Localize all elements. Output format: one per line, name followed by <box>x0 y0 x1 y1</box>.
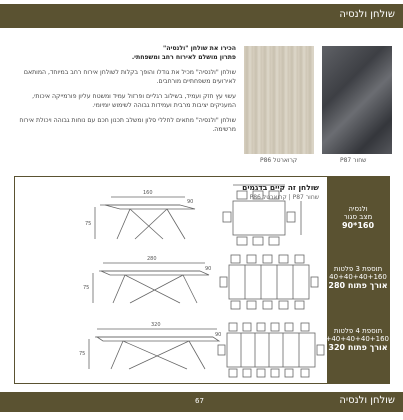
dim-closed-length: 160 <box>143 190 153 196</box>
intro-paragraph-3: שולחן "ולנסיה" מתאים לחללי סלון ומשלב תכנון חכם עם נוחות גבוהה ויכולת אירוח מרשימה. <box>19 117 236 133</box>
intro-heading: הכירו את שולחן "ולנסיה" <box>163 45 236 52</box>
specs-heading: שולחן זה קיים בדגמים <box>242 183 319 192</box>
intro-subheading: פתרון מושלם לאירוח רחב ומשפחתי. <box>131 54 236 61</box>
spec-3-leaves: תוספת 3 פלטות 40+40+40+160 אורך פתוח 280 <box>328 265 388 290</box>
header-title: שולחן ולנסיה <box>339 9 395 20</box>
extended-320-top <box>218 323 324 377</box>
closed-table-side <box>95 197 195 239</box>
intro-paragraph-1: שולחן "ולנסיה" מכיל את גודלו והופך בקלות לשולחן אירוח רחב במיוחד, המותאם לאירועים משפחתיים מורחבים. <box>23 69 236 85</box>
dim-280-width: 90 <box>205 266 212 272</box>
extended-320-side <box>89 329 222 369</box>
extended-280-top <box>220 255 318 309</box>
dim-320-length: 320 <box>151 322 161 328</box>
specs-panel <box>14 176 390 384</box>
footer-title: שולחן ולנסיה <box>339 395 395 406</box>
swatch-label-black: שחור P87 <box>340 157 367 164</box>
specs-sidebar <box>316 177 389 383</box>
spec-closed: ולנסיה מצב סגור 160*90 <box>341 205 375 230</box>
page-number: 67 <box>195 397 204 405</box>
dim-280-height: 75 <box>83 285 90 291</box>
specs-models: שחור P87 | קרוארטל P86 <box>249 194 319 201</box>
table-diagrams <box>15 177 325 383</box>
swatch-black-marble <box>322 46 392 154</box>
header-bar <box>0 4 403 28</box>
dim-280-length: 280 <box>147 256 157 262</box>
dim-closed-width: 90 <box>187 199 194 205</box>
intro-copy <box>6 44 236 140</box>
closed-table-top <box>223 185 301 245</box>
dim-320-height: 75 <box>79 351 86 357</box>
intro-paragraph-2: עשוי עץ חזק ועמיד, בשילוב רגליים ופרזול עמיד ומשטח עליון פורמייקה איכותי, המעניקים יציבות מרבית ועמידות גבוהה לשימוש יומיומי. <box>32 93 236 109</box>
dim-320-width: 90 <box>215 332 222 338</box>
swatch-light-wood <box>244 46 314 154</box>
swatch-label-wood: קרוארטל P86 <box>260 157 298 164</box>
spec-4-leaves: תוספת 4 פלטות 40+40+40+40+160 אורך פתוח 320 <box>316 327 389 352</box>
extended-280-side <box>93 263 212 303</box>
dim-closed-height: 75 <box>85 221 92 227</box>
